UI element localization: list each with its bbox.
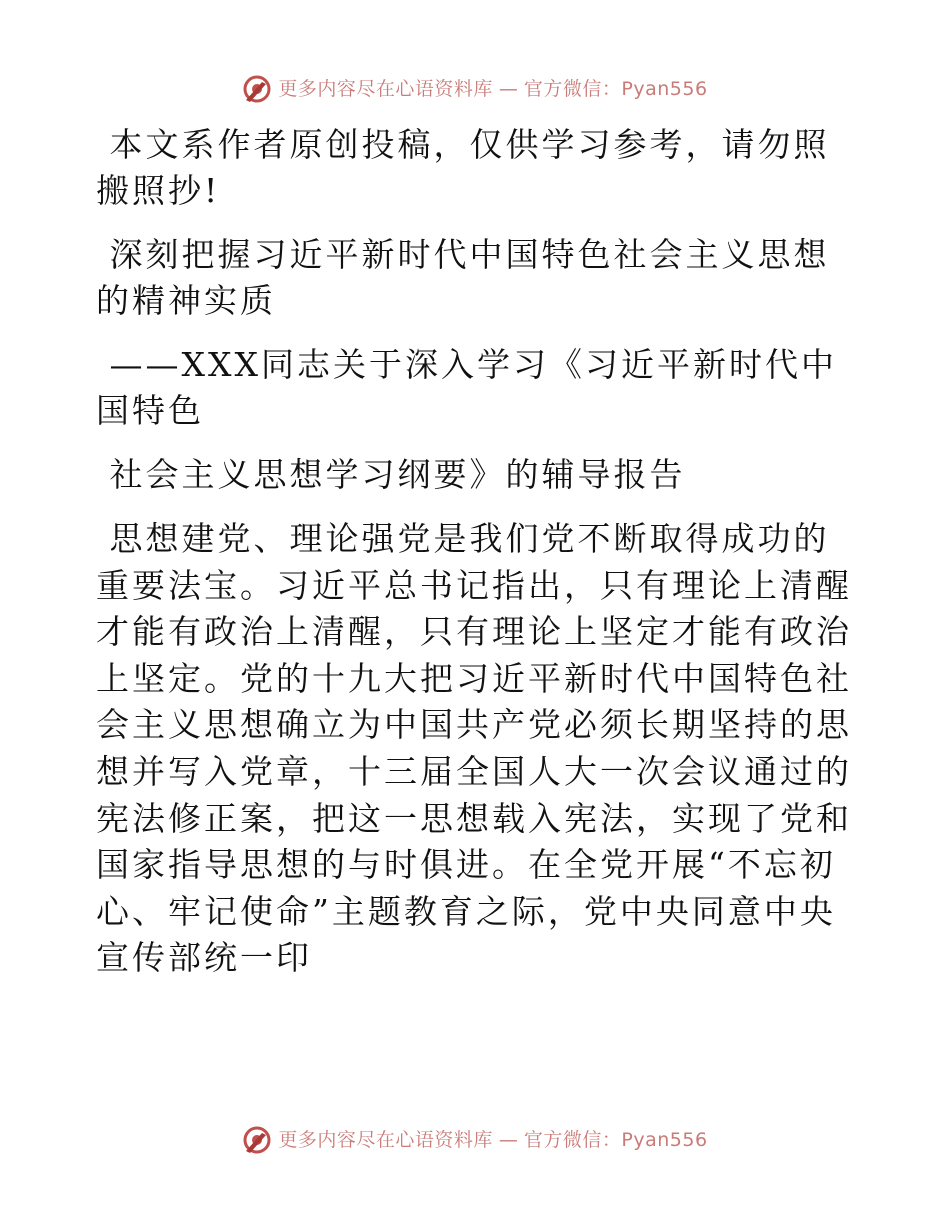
watermark-contact: 官方微信：Pyan556 <box>523 78 708 100</box>
watermark-contact: 官方微信：Pyan556 <box>523 1129 708 1151</box>
copyright-notice: 本文系作者原创投稿，仅供学习参考，请勿照搬照抄! <box>96 125 830 210</box>
pen-logo-icon <box>242 1125 272 1155</box>
watermark-separator: — <box>498 78 518 100</box>
document-subtitle-line2: 社会主义思想学习纲要》的辅导报告 <box>96 455 686 494</box>
watermark-text: 更多内容尽在心语资料库 <box>278 78 493 100</box>
document-body: 思想建党、理论强党是我们党不断取得成功的重要法宝。习近平总书记指出，只有理论上清醒才能有政治上清醒，只有理论上坚定才能有政治上坚定。党的十九大把习近平新时代中国特色社会主义思想确立为中国共产党必须长期坚持的思想并写入党章，十三届全国人大一次会议通过的宪法修正案，把这一思想载入宪法，实现了党和国家指导思想的与时俱进。在全党开展“不忘初心、牢记使命”主题教育之际，党中央同意中央宣传部统一印 <box>96 519 852 978</box>
header-watermark <box>0 74 950 104</box>
document-content <box>96 122 856 1000</box>
watermark-text: 更多内容尽在心语资料库 <box>278 1129 493 1151</box>
document-title: 深刻把握习近平新时代中国特色社会主义思想的精神实质 <box>96 235 830 320</box>
footer-watermark <box>0 1125 950 1155</box>
pen-logo-icon <box>242 74 272 104</box>
watermark-separator: — <box>498 1129 518 1151</box>
document-subtitle-line1: ——XXX同志关于深入学习《习近平新时代中国特色 <box>96 345 837 430</box>
